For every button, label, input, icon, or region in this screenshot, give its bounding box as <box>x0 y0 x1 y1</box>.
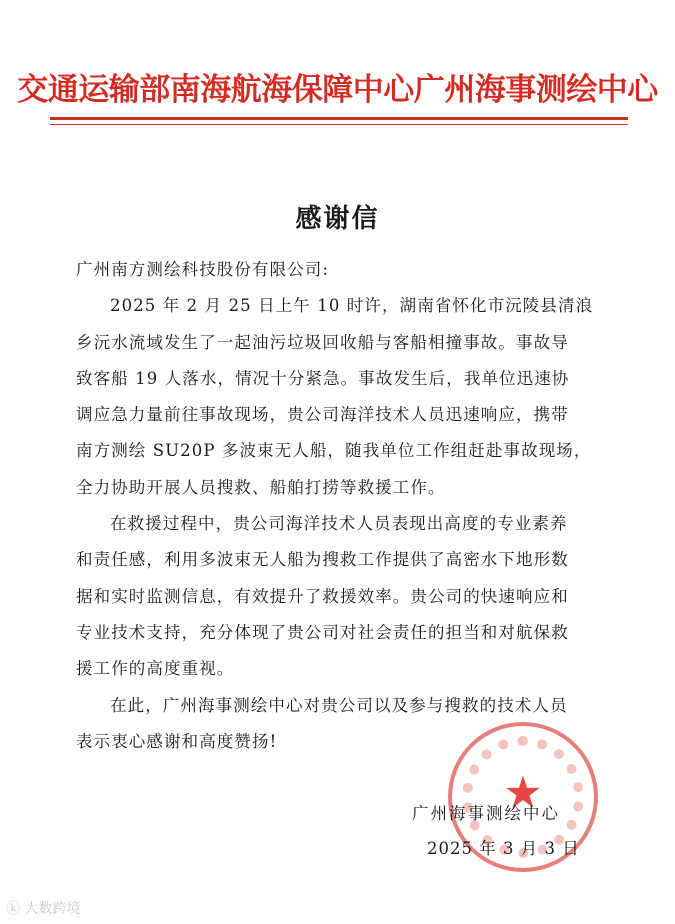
paragraph-line: 表示衷心感谢和高度赞扬! <box>76 731 278 751</box>
paragraph-line: 南方测绘 SU20P 多波束无人船，随我单位工作组赶赴事故现场， <box>76 441 592 461</box>
paragraph-line: 援工作的高度重视。 <box>76 659 235 679</box>
signature: 广州海事测绘中心 <box>412 804 560 823</box>
watermark: ⓚ 大数跨境 <box>6 901 81 917</box>
paragraph-line: 和责任感，利用多波束无人船为搜救工作提供了高密水下地形数 <box>76 550 569 570</box>
paragraph-line: 致客船 19 人落水，情况十分紧急。事故发生后，我单位迅速协 <box>76 368 570 388</box>
letter-title: 感谢信 <box>295 204 380 234</box>
paragraph-line: 专业技术支持，充分体现了贵公司对社会责任的担当和对航保救 <box>76 622 569 642</box>
paragraph-line: 在救援过程中，贵公司海洋技术人员表现出高度的专业素养 <box>110 514 568 534</box>
paragraph-line: 全力协助开展人员搜救、船舶打捞等救援工作。 <box>76 477 446 497</box>
header-divider-thick <box>50 117 628 120</box>
letter-date: 2025 年 3 月 3 日 <box>427 839 580 858</box>
paragraph-line: 在此，广州海事测绘中心对贵公司以及参与搜救的技术人员 <box>110 695 568 715</box>
star-icon: ★ <box>503 767 543 819</box>
letter-body <box>76 252 616 760</box>
paragraph-line: 调应急力量前往事故现场，贵公司海洋技术人员迅速响应，携带 <box>76 405 569 425</box>
header-divider-thin <box>50 124 628 125</box>
watermark-logo-icon: ⓚ <box>6 901 25 917</box>
paragraph-line: 据和实时监测信息，有效提升了救援效率。贵公司的快速响应和 <box>76 586 569 606</box>
issuing-organization-header: 交通运输部南海航海保障中心广州海事测绘中心 <box>17 72 658 108</box>
paragraph-line: 乡沅水流域发生了一起油污垃圾回收船与客船相撞事故。事故导 <box>76 332 569 352</box>
paragraph-line: 2025 年 2 月 25 日上午 10 时许，湖南省怀化市沅陵县清浪 <box>110 296 594 316</box>
salutation: 广州南方测绘科技股份有限公司: <box>76 260 330 279</box>
